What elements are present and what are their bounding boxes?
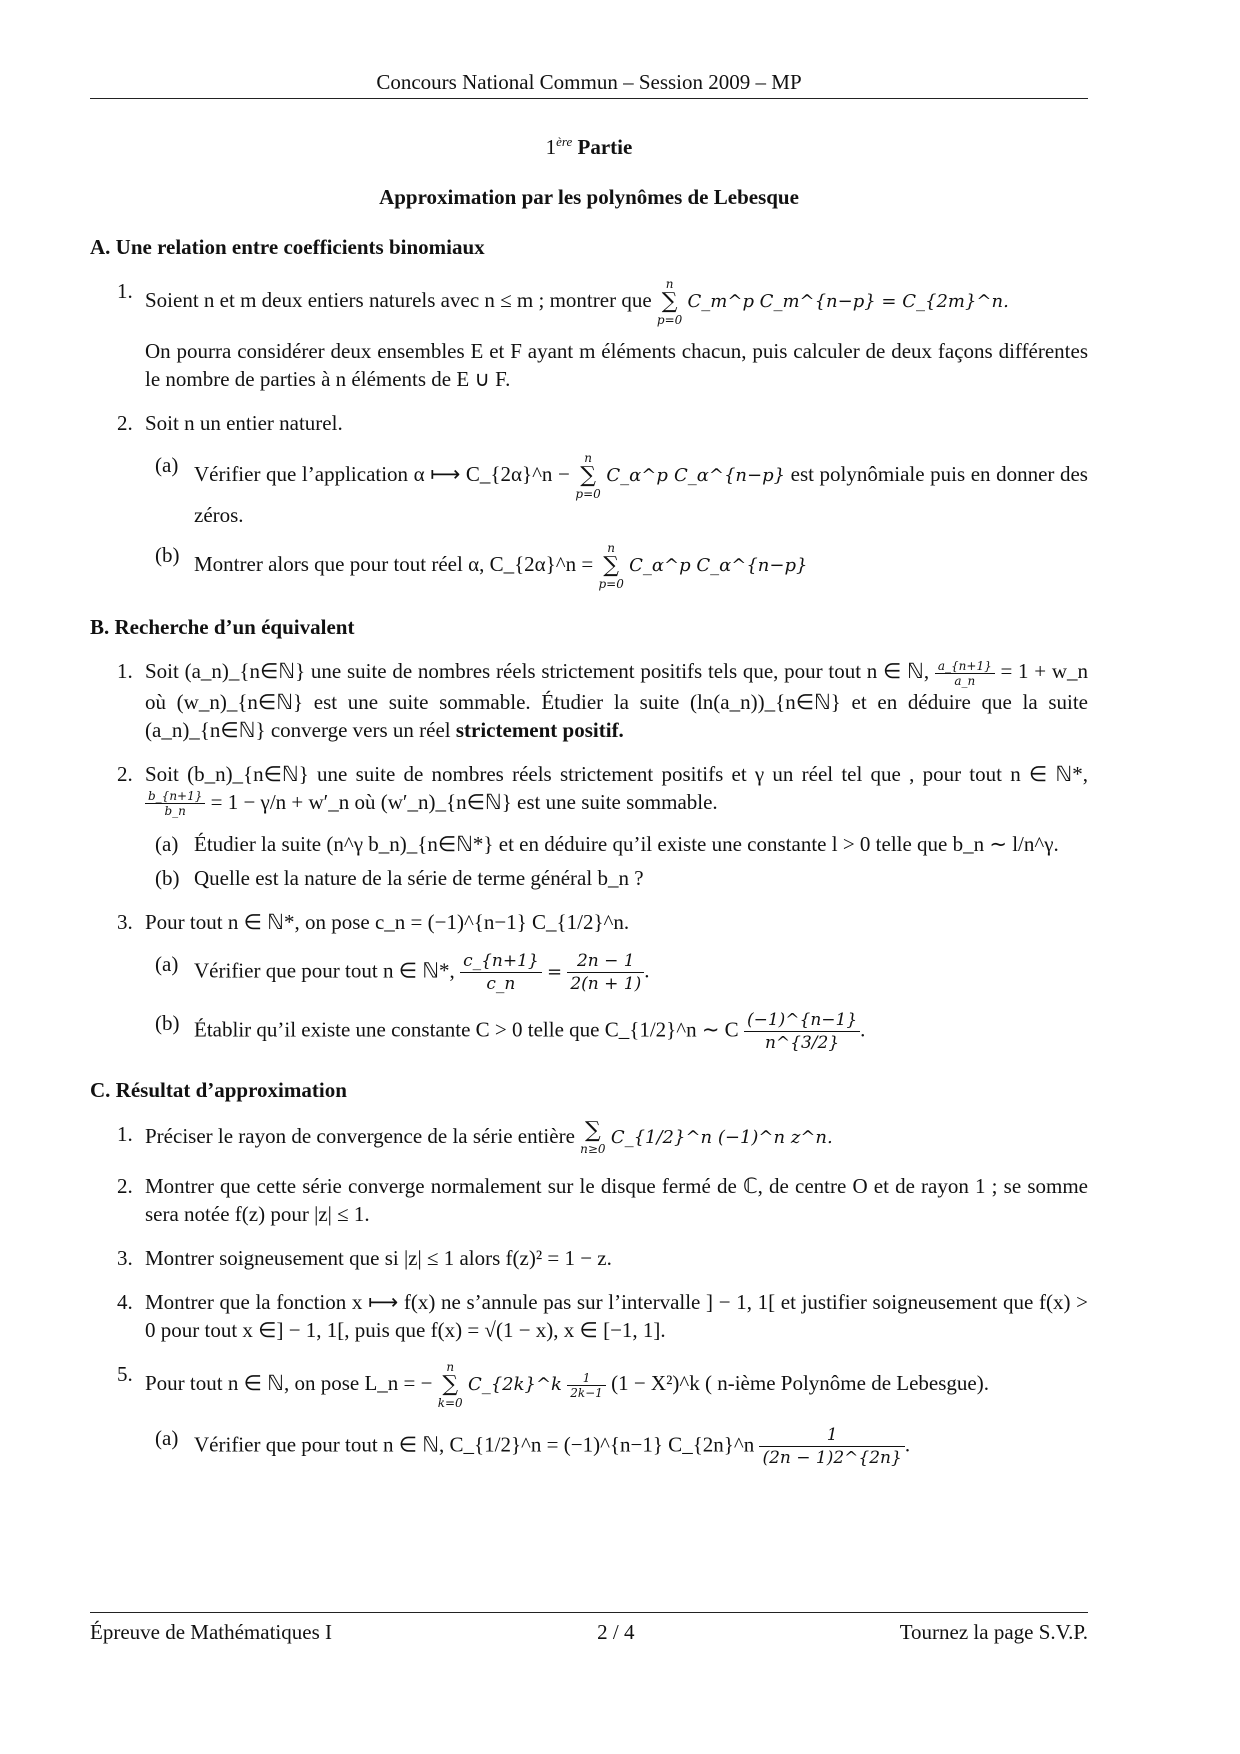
fraction-numerator: 1 (567, 1371, 606, 1386)
question-number: 1. (117, 1122, 133, 1147)
sigma: ∑ (661, 289, 678, 314)
sum-symbol (657, 277, 682, 327)
fraction (744, 1009, 860, 1054)
question-a2 (90, 409, 1088, 437)
formula: C_m^p C_m^{n−p} = C_{2m}^n. (687, 290, 1009, 312)
fraction-numerator: (−1)^{n−1} (744, 1009, 860, 1032)
subquestion-text: Vérifier que l’application α ⟼ C_{2α}^n − (194, 461, 570, 486)
page-number: 2 / 4 (597, 1620, 635, 1644)
formula: C_{1/2}^n (−1)^n z^n. (610, 1127, 833, 1149)
sum-bottom: p=0 (598, 577, 624, 591)
subquestion-text: Vérifier que pour tout n ∈ ℕ, C_{1/2}^n = (−1)^{n−1} C_{2n}^n (194, 1432, 755, 1457)
question-text-cont: = 1 + w_n où (w_n)_{n∈ℕ} est une suite sommable. Étudier la suite (ln(a_n))_{n∈ℕ} et en déduire que la suite (a_n)_{n∈ℕ} converge vers un réel (145, 659, 1089, 742)
fraction (935, 659, 995, 688)
section-a-title: A. Une relation entre coefficients binomiaux (90, 235, 485, 259)
question-b1 (90, 657, 1088, 744)
question-c4 (90, 1288, 1088, 1344)
footer-left: Épreuve de Mathématiques I (90, 1620, 332, 1644)
question-c5 (90, 1360, 1088, 1410)
fraction (567, 1371, 606, 1400)
subquestion-text: Vérifier que pour tout n ∈ ℕ*, (194, 958, 455, 983)
sum-top: n (607, 541, 616, 555)
part-subtitle: Approximation par les polynômes de Lebesque (379, 185, 799, 209)
question-c5a: (a) Vérifier que pour tout n ∈ ℕ, C_{1/2}^n = (−1)^{n−1} C_{2n}^n $\frac{1}{(2n - 1)2\^{}\{2n\}}$ . (155, 1425, 911, 1469)
question-text: Soit n un entier naturel. (145, 411, 343, 435)
question-c2 (90, 1172, 1088, 1228)
fraction-numerator: 2n − 1 (567, 950, 644, 973)
subquestion-label: (a) (155, 832, 179, 857)
question-number: 4. (117, 1290, 133, 1315)
question-number: 2. (117, 411, 133, 435)
subquestion-text-end: est polynômiale puis en donner des zéros. (194, 461, 1088, 527)
footer-rule (90, 1612, 1088, 1613)
question-number: 5. (117, 1362, 133, 1387)
fraction-denominator: b_n (164, 804, 186, 819)
sigma: ∑ (603, 553, 620, 578)
fraction-numerator: 1 (759, 1424, 904, 1447)
question-number: 2. (117, 761, 133, 786)
section-c-title: C. Résultat d’approximation (90, 1078, 347, 1103)
question-b3b: (b) Établir qu’il existe une constante C > 0 telle que C_{1/2}^n ∼ C $\frac{(-1)\^{}\{n-1\}}{n\^{}\{3/2\}}$ . (155, 1010, 866, 1054)
question-text-cont: (1 − X²)^k ( n-ième Polynôme de Lebesgue). (611, 1371, 989, 1396)
question-b3 (90, 908, 1088, 936)
sum-bottom: p=0 (575, 487, 601, 501)
fraction-numerator: b_{n+1} (145, 789, 205, 804)
sum-symbol (438, 1360, 463, 1410)
section-b-title: B. Recherche d’un équivalent (90, 615, 355, 639)
subquestion-label: (a) (155, 453, 179, 477)
fraction-denominator: (2n − 1)2^{2n} (762, 1448, 902, 1469)
subquestion-text: Étudier la suite (n^γ b_n)_{n∈ℕ*} et en déduire qu’il existe une constante l > 0 telle que b_n ∼ l/n^γ. (194, 832, 1059, 857)
subquestion-text: Quelle est la nature de la série de terme général b_n ? (194, 866, 644, 891)
subquestion-text: Établir qu’il existe une constante C > 0 telle que C_{1/2}^n ∼ C (194, 1017, 739, 1042)
question-b2a (90, 830, 1088, 858)
footer-right: Tournez la page S.V.P. (899, 1620, 1088, 1644)
sigma: ∑ (580, 463, 596, 488)
subquestion-label: (b) (155, 543, 180, 567)
part-title (90, 128, 1088, 161)
sum-top: n (446, 1360, 455, 1375)
fraction (567, 950, 644, 995)
question-text: Soient n et m deux entiers naturels avec n ≤ m ; montrer que (145, 287, 652, 312)
fraction-denominator: a_n (954, 673, 976, 688)
subquestion-label: (a) (155, 1426, 179, 1451)
sum-bottom: k=0 (437, 1396, 463, 1411)
question-c3 (90, 1244, 1088, 1272)
fraction (145, 789, 205, 818)
sum-symbol (580, 1120, 605, 1156)
header-rule (90, 98, 1088, 99)
question-b3a: (a) Vérifier que pour tout n ∈ ℕ*, $\frac{c\_\{n+1\}}{c\_n}$ = $\frac{2n - 1}{2(n + 1)}$ . (155, 951, 650, 995)
formula: C_α^p C_α^{n−p} (606, 464, 786, 486)
question-text: Préciser le rayon de convergence de la série entière (145, 1124, 575, 1149)
sigma: ∑ (584, 1118, 601, 1144)
question-number: 1. (117, 659, 133, 683)
question-a2b (90, 541, 1088, 591)
fraction-denominator: c_n (486, 974, 516, 995)
fraction (759, 1424, 904, 1469)
sum-top: n (665, 277, 674, 291)
subquestion-label: (b) (155, 1011, 180, 1036)
question-number: 2. (117, 1174, 133, 1199)
question-text: Montrer que la fonction x ⟼ f(x) ne s’annule pas sur l’intervalle ] − 1, 1[ et justifier soigneusement que f(x) > 0 pour tout x ∈] − 1, 1[, puis que f(x) = √(1 − x), x ∈ [−1, 1]. (145, 1290, 1088, 1343)
part-number: 1 (545, 135, 557, 159)
question-text: Montrer soigneusement que si |z| ≤ 1 alors f(z)² = 1 − z. (145, 1246, 612, 1271)
equals-sign: = (546, 961, 563, 983)
question-number: 3. (117, 1246, 133, 1271)
question-b2b (90, 864, 1088, 892)
question-c1 (90, 1120, 1088, 1156)
page-footer (90, 1620, 1088, 1645)
part-word: Partie (577, 135, 633, 159)
question-a1-note: On pourra considérer deux ensembles E et F ayant m éléments chacun, puis calculer de deux façons différentes le nombre de parties à n éléments de E ∪ F. (145, 339, 1088, 391)
question-number: 1. (117, 279, 133, 303)
fraction-denominator: 2k−1 (570, 1385, 603, 1400)
fraction-denominator: 2(n + 1) (570, 974, 642, 995)
question-text: Pour tout n ∈ ℕ*, on pose c_n = (−1)^{n−1} C_{1/2}^n. (145, 910, 630, 935)
fraction-numerator: a_{n+1} (935, 659, 995, 674)
question-text: Soit (b_n)_{n∈ℕ} une suite de nombres réels strictement positifs et γ un réel tel que , pour tout n ∈ ℕ*, (145, 761, 1088, 786)
emphasis: strictement positif. (455, 717, 624, 742)
fraction (460, 950, 542, 995)
formula: C_{2k}^k (467, 1374, 562, 1396)
page-header: Concours National Commun – Session 2009 – MP (376, 70, 802, 94)
question-b2 (90, 760, 1088, 819)
formula: C_α^p C_α^{n−p} (629, 554, 808, 576)
sum-top: n (584, 451, 592, 465)
sum-bottom: n≥0 (580, 1142, 606, 1157)
subquestion-text: Montrer alors que pour tout réel α, C_{2α}^n = (194, 551, 594, 576)
page-content (90, 128, 1088, 1469)
sum-symbol (598, 541, 623, 591)
question-a1 (90, 277, 1088, 327)
question-text-cont: = 1 − γ/n + w′_n où (w′_n)_{n∈ℕ} est une suite sommable. (210, 789, 718, 814)
subquestion-label: (b) (155, 866, 180, 891)
part-number-sup: ère (556, 134, 573, 149)
question-text: Pour tout n ∈ ℕ, on pose L_n = − (145, 1371, 433, 1396)
sum-bottom: p=0 (656, 313, 683, 327)
fraction-numerator: c_{n+1} (460, 950, 542, 973)
sigma: ∑ (442, 1372, 459, 1398)
question-a2a (90, 451, 1088, 529)
subquestion-label: (a) (155, 952, 179, 977)
question-text: Soit (a_n)_{n∈ℕ} une suite de nombres réels strictement positifs tels que, pour tout n ∈ ℕ, (145, 659, 930, 683)
sum-symbol (575, 451, 600, 501)
fraction-denominator: n^{3/2} (764, 1033, 840, 1054)
question-number: 3. (117, 910, 133, 935)
question-text: Montrer que cette série converge normalement sur le disque fermé de ℂ, de centre O et de rayon 1 ; se somme sera notée f(z) pour |z| ≤ 1. (145, 1174, 1088, 1227)
